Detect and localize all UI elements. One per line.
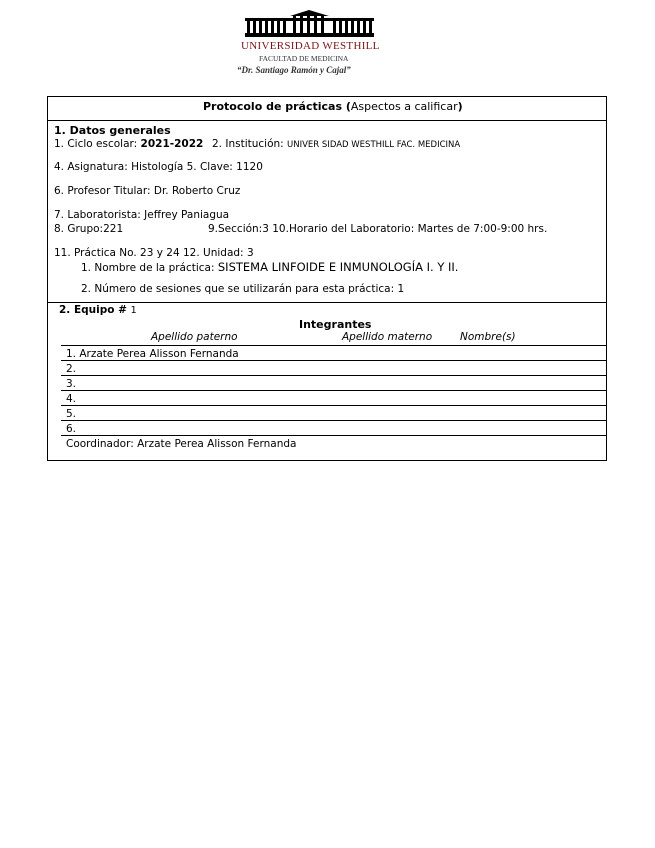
protocol-title <box>203 100 463 113</box>
grupo-line: 8. Grupo:221 <box>54 223 124 235</box>
university-building-logo <box>243 8 376 38</box>
member-row: 3. <box>66 378 77 390</box>
faculty-name: FACULTAD DE MEDICINA <box>259 54 349 63</box>
nombre-practica-value: SISTEMA LINFOIDE E INMUNOLOGÍA I. Y II. <box>217 260 459 274</box>
university-name: UNIVERSIDAD WESTHILL <box>241 40 380 52</box>
row-line <box>61 345 607 346</box>
protocol-title-normal: Aspectos a calificar <box>350 100 458 113</box>
team-divider <box>47 302 607 303</box>
sesiones-line: 2. Número de sesiones que se utilizarán para esta práctica: 1 <box>81 283 405 295</box>
team-heading-label: 2. Equipo # <box>59 304 131 316</box>
motto: “Dr. Santiago Ramón y Cajal” <box>237 65 351 75</box>
ciclo-label: 1. Ciclo escolar: <box>54 138 141 150</box>
team-number: 1 <box>130 305 137 316</box>
section-general-heading: 1. Datos generales <box>54 124 171 137</box>
institucion-label: 2. Institución: <box>212 138 288 150</box>
seccion-horario-line: 9.Sección:3 10.Horario del Laboratorio: Martes de 7:00-9:00 hrs. <box>208 223 548 235</box>
ciclo-line <box>54 138 203 150</box>
asignatura-line: 4. Asignatura: Histología 5. Clave: 1120 <box>54 161 263 173</box>
row-line <box>61 390 607 391</box>
institucion-value: UNIVER SIDAD WESTHILL FAC. MEDICINA <box>287 140 461 150</box>
protocol-frame <box>47 96 607 461</box>
laboratorista-line: 7. Laboratorista: Jeffrey Paniagua <box>54 209 230 221</box>
title-divider <box>47 120 607 121</box>
row-line <box>61 405 607 406</box>
protocol-title-close: ) <box>457 100 463 113</box>
ciclo-value: 2021-2022 <box>140 138 204 150</box>
nombre-practica-label: 1. Nombre de la práctica: <box>81 262 218 274</box>
row-line <box>61 375 607 376</box>
row-line <box>61 435 607 436</box>
profesor-line: 6. Profesor Titular: Dr. Roberto Cruz <box>54 185 241 197</box>
member-row: 2. <box>66 363 77 375</box>
row-line <box>61 420 607 421</box>
coordinator: Coordinador: Arzate Perea Alisson Fernanda <box>66 438 297 450</box>
integrantes-heading: Integrantes <box>299 318 372 331</box>
member-row: 1. Arzate Perea Alisson Fernanda <box>66 348 239 360</box>
col-nombres: Nombre(s) <box>460 331 516 343</box>
nombre-practica-line <box>81 260 458 274</box>
col-apellido-paterno: Apellido paterno <box>151 331 238 343</box>
col-apellido-materno: Apellido materno <box>342 331 433 343</box>
row-line <box>61 360 607 361</box>
protocol-title-bold: Protocolo de prácticas ( <box>203 100 351 113</box>
member-row: 4. <box>66 393 77 405</box>
team-heading <box>59 304 137 316</box>
practica-line: 11. Práctica No. 23 y 24 12. Unidad: 3 <box>54 247 254 259</box>
member-row: 5. <box>66 408 77 420</box>
member-row: 6. <box>66 423 77 435</box>
institucion-line <box>212 138 460 150</box>
